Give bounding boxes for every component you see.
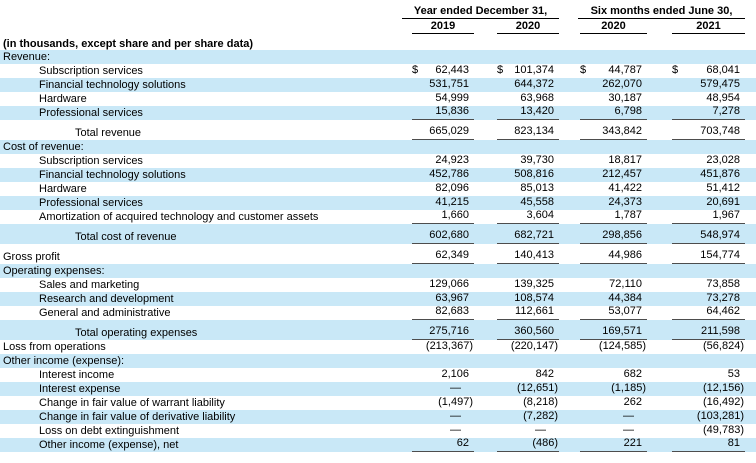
row-label: Gross profit: [3, 251, 60, 263]
cell-value: —: [623, 424, 634, 436]
row-label: Professional services: [39, 197, 143, 209]
value-cell-col3: [559, 210, 647, 224]
cell-value: 275,716: [429, 325, 469, 337]
value-cell-col2: [474, 382, 559, 396]
value-cell-col2: [474, 320, 559, 340]
cell-value: (213,367): [425, 340, 473, 352]
value-cell-col4: [647, 410, 745, 424]
row-label: Other income (expense), net: [39, 439, 179, 451]
table-row: [0, 424, 756, 438]
value-cell-col2: [474, 292, 559, 306]
row-label: Other income (expense):: [3, 355, 125, 367]
value-cell-col4: [647, 244, 745, 264]
table-row: [0, 154, 756, 168]
value-cell-col4: [647, 340, 745, 354]
value-cell-col2: [474, 210, 559, 224]
cell-value: 112,661: [515, 305, 554, 317]
value-cell-col4: [647, 120, 745, 140]
cell-value: 221: [623, 437, 642, 449]
cell-value: 2,106: [441, 368, 469, 380]
cell-value: 682,721: [514, 229, 554, 241]
value-cell-col2: [474, 410, 559, 424]
value-cell-col3: [559, 224, 647, 244]
cell-value: (103,281): [696, 410, 744, 422]
value-cell-col3: [559, 438, 647, 452]
value-cell-col1: [390, 182, 474, 196]
table-row: [0, 320, 756, 340]
value-cell-col2: [474, 278, 559, 292]
label-column-spacer: [0, 19, 390, 34]
cell-value: 53,077: [608, 305, 642, 317]
row-label: Change in fair value of warrant liability: [39, 397, 225, 409]
cell-value: —: [450, 410, 461, 422]
value-cell-col2: [474, 224, 559, 244]
row-label: Total cost of revenue: [75, 231, 177, 243]
column-group-row: [0, 3, 756, 19]
cell-value: 169,571: [602, 325, 642, 337]
cell-value: 23,028: [706, 154, 740, 166]
cell-value: 508,816: [514, 168, 554, 180]
section-row: [0, 264, 756, 278]
cell-value: 30,187: [608, 92, 642, 104]
cell-value: 15,836: [435, 105, 469, 117]
cell-value: 45,558: [520, 196, 554, 208]
value-cell-col4: [647, 64, 745, 78]
value-cell-col1: [390, 382, 474, 396]
year-header-row: [0, 19, 756, 34]
cell-value: 20,691: [706, 196, 740, 208]
value-cell-col1: [390, 306, 474, 320]
cell-value: —: [623, 410, 634, 422]
value-cell-col4: [647, 396, 745, 410]
year-column-2020-six-months: 2020: [559, 19, 647, 34]
cell-value: 262: [623, 396, 642, 408]
cell-value: (16,492): [703, 396, 744, 408]
value-cell-col3: [559, 320, 647, 340]
cell-value: 44,384: [608, 292, 642, 304]
cell-value: 682: [623, 368, 642, 380]
cell-value: 139,325: [514, 278, 554, 290]
value-cell-col2: [474, 424, 559, 438]
value-cell-col4: [647, 424, 745, 438]
section-row: [0, 140, 756, 154]
cell-value: 68,041: [706, 64, 740, 76]
row-label: Subscription services: [39, 155, 143, 167]
value-cell-col4: [647, 78, 745, 92]
cell-value: 211,598: [701, 325, 740, 337]
cell-value: 73,858: [706, 278, 740, 290]
cell-value: (7,282): [523, 410, 558, 422]
cell-value: 1,967: [712, 209, 740, 221]
label-column-spacer: [0, 3, 390, 19]
value-cell-col2: [474, 306, 559, 320]
row-label: Subscription services: [39, 65, 143, 77]
units-note: (in thousands, except share and per share data): [3, 38, 254, 50]
table-row: [0, 106, 756, 120]
value-cell-col1: [390, 196, 474, 210]
value-cell-col3: [559, 340, 647, 354]
cell-value: 24,923: [435, 154, 469, 166]
row-label: Cost of revenue:: [3, 141, 84, 153]
value-cell-col4: [647, 278, 745, 292]
cell-value: 44,787: [608, 64, 642, 76]
cell-value: 1,787: [614, 209, 642, 221]
table-row: [0, 78, 756, 92]
value-cell-col4: [647, 92, 745, 106]
value-cell-col3: [559, 120, 647, 140]
row-label: Total revenue: [75, 127, 142, 139]
value-cell-col3: [559, 396, 647, 410]
cell-value: (12,651): [517, 382, 558, 394]
table-row: [0, 182, 756, 196]
row-label: Research and development: [39, 293, 174, 305]
cell-value: 154,774: [700, 249, 740, 261]
col-group-year-ended: [390, 3, 559, 19]
value-cell-col3: [559, 410, 647, 424]
value-cell-col3: [559, 278, 647, 292]
cell-value: 62,443: [435, 64, 469, 76]
row-label: Total operating expenses: [75, 327, 198, 339]
dollar-sign: $: [412, 64, 419, 76]
cell-value: 842: [535, 368, 554, 380]
row-label: Financial technology solutions: [39, 169, 186, 181]
value-cell-col2: [474, 168, 559, 182]
cell-value: 72,110: [609, 278, 642, 290]
value-cell-col1: [390, 410, 474, 424]
table-row: [0, 64, 756, 78]
section-row: [0, 354, 756, 368]
cell-value: 298,856: [602, 229, 642, 241]
cell-value: 63,967: [435, 292, 469, 304]
col-group-six-months-label: Six months ended June 30,: [578, 5, 745, 19]
dollar-sign: $: [497, 64, 504, 76]
value-cell-col4: [647, 210, 745, 224]
value-cell-col3: [559, 244, 647, 264]
value-cell-col1: [390, 292, 474, 306]
cell-value: 39,730: [520, 154, 554, 166]
cell-value: 140,413: [514, 249, 554, 261]
cell-value: 73,278: [706, 292, 740, 304]
cell-value: (1,185): [611, 382, 646, 394]
table-row: [0, 244, 756, 264]
value-cell-col4: [647, 168, 745, 182]
value-cell-col1: [390, 438, 474, 452]
value-cell-col4: [647, 106, 745, 120]
value-cell-col1: [390, 396, 474, 410]
cell-value: 24,373: [608, 196, 642, 208]
value-cell-col3: [559, 424, 647, 438]
cell-value: 703,748: [700, 125, 740, 137]
value-cell-col2: [474, 244, 559, 264]
table-header: [0, 3, 756, 50]
cell-value: 44,986: [608, 249, 642, 261]
value-cell-col2: [474, 368, 559, 382]
value-cell-col2: [474, 64, 559, 78]
value-cell-col2: [474, 438, 559, 452]
value-cell-col1: [390, 154, 474, 168]
value-cell-col3: [559, 106, 647, 120]
value-cell-col2: [474, 196, 559, 210]
cell-value: 108,574: [514, 292, 554, 304]
cell-value: 129,066: [429, 278, 469, 290]
value-cell-col1: [390, 168, 474, 182]
cell-value: (124,585): [598, 340, 646, 352]
row-label: Hardware: [39, 93, 87, 105]
value-cell-col3: [559, 78, 647, 92]
value-cell-col4: [647, 224, 745, 244]
value-cell-col1: [390, 78, 474, 92]
table-row: [0, 224, 756, 244]
value-cell-col3: [559, 306, 647, 320]
row-label: Amortization of acquired technology and customer assets: [39, 211, 319, 223]
value-cell-col4: [647, 382, 745, 396]
table-row: [0, 120, 756, 140]
cell-value: 343,842: [602, 125, 642, 137]
value-cell-col3: [559, 182, 647, 196]
row-label: Interest income: [39, 369, 115, 381]
value-cell-col3: [559, 154, 647, 168]
cell-value: 212,457: [602, 168, 642, 180]
cell-value: (220,147): [510, 340, 558, 352]
value-cell-col3: [559, 92, 647, 106]
cell-value: 531,751: [429, 78, 469, 90]
value-cell-col1: [390, 340, 474, 354]
value-cell-col3: [559, 292, 647, 306]
cell-value: 579,475: [700, 78, 740, 90]
value-cell-col1: [390, 120, 474, 140]
year-column-2020: 2020: [474, 19, 559, 34]
cell-value: 41,215: [435, 196, 469, 208]
value-cell-col2: [474, 120, 559, 140]
cell-value: 451,876: [700, 168, 740, 180]
row-label: General and administrative: [39, 307, 171, 319]
cell-value: 63,968: [520, 92, 554, 104]
table-row: [0, 340, 756, 354]
row-label: Financial technology solutions: [39, 79, 186, 91]
cell-value: 85,013: [520, 182, 554, 194]
cell-value: 81: [727, 437, 740, 449]
cell-value: (8,218): [523, 396, 558, 408]
col-group-year-ended-label: Year ended December 31,: [402, 5, 559, 19]
cell-value: 1,660: [441, 209, 469, 221]
value-cell-col4: [647, 182, 745, 196]
cell-value: 7,278: [712, 105, 740, 117]
section-row: [0, 50, 756, 64]
cell-value: 13,420: [520, 105, 554, 117]
value-cell-col1: [390, 92, 474, 106]
cell-value: 62,349: [435, 249, 469, 261]
dollar-sign: $: [580, 64, 587, 76]
cell-value: 82,096: [435, 182, 469, 194]
col-group-six-months: [559, 3, 745, 19]
value-cell-col4: [647, 292, 745, 306]
dollar-sign: $: [672, 64, 679, 76]
value-cell-col1: [390, 64, 474, 78]
cell-value: 51,412: [706, 182, 740, 194]
value-cell-col2: [474, 92, 559, 106]
value-cell-col1: [390, 424, 474, 438]
cell-value: 452,786: [429, 168, 469, 180]
value-cell-col3: [559, 368, 647, 382]
table-row: [0, 410, 756, 424]
value-cell-col4: [647, 196, 745, 210]
cell-value: (12,156): [703, 382, 744, 394]
year-column-2021: 2021: [647, 19, 745, 34]
cell-value: 62: [456, 437, 469, 449]
cell-value: 644,372: [514, 78, 554, 90]
row-label: Hardware: [39, 183, 87, 195]
table-row: [0, 278, 756, 292]
table-row: [0, 168, 756, 182]
table-row: [0, 306, 756, 320]
value-cell-col2: [474, 340, 559, 354]
value-cell-col4: [647, 438, 745, 452]
row-label: Professional services: [39, 107, 143, 119]
value-cell-col1: [390, 278, 474, 292]
value-cell-col2: [474, 78, 559, 92]
value-cell-col3: [559, 196, 647, 210]
cell-value: 262,070: [602, 78, 642, 90]
table-row: [0, 396, 756, 410]
cell-value: 82,683: [435, 305, 469, 317]
value-cell-col3: [559, 168, 647, 182]
table-row: [0, 92, 756, 106]
row-label: Sales and marketing: [39, 279, 140, 291]
table-row: [0, 210, 756, 224]
cell-value: —: [535, 424, 546, 436]
row-label: Interest expense: [39, 383, 121, 395]
row-label: Loss from operations: [3, 341, 106, 353]
cell-value: 548,974: [700, 229, 740, 241]
cell-value: 3,604: [526, 209, 554, 221]
cell-value: 64,462: [706, 305, 740, 317]
value-cell-col2: [474, 182, 559, 196]
cell-value: 360,560: [514, 325, 554, 337]
value-cell-col2: [474, 154, 559, 168]
cell-value: —: [450, 382, 461, 394]
value-cell-col2: [474, 106, 559, 120]
value-cell-col1: [390, 368, 474, 382]
cell-value: 53: [727, 368, 740, 380]
value-cell-col4: [647, 154, 745, 168]
cell-value: 823,134: [514, 125, 554, 137]
row-label: Operating expenses:: [3, 265, 105, 277]
value-cell-col4: [647, 368, 745, 382]
value-cell-col1: [390, 320, 474, 340]
cell-value: 54,999: [435, 92, 469, 104]
cell-value: (56,824): [703, 340, 744, 352]
cell-value: 18,817: [608, 154, 642, 166]
cell-value: 665,029: [429, 125, 469, 137]
value-cell-col1: [390, 210, 474, 224]
cell-value: 6,798: [614, 105, 642, 117]
value-cell-col3: [559, 382, 647, 396]
value-cell-col1: [390, 244, 474, 264]
year-column-2019: 2019: [390, 19, 474, 34]
row-label: Revenue:: [3, 51, 51, 63]
cell-value: 48,954: [706, 92, 740, 104]
value-cell-col4: [647, 306, 745, 320]
cell-value: 602,680: [429, 229, 469, 241]
cell-value: 41,422: [608, 182, 642, 194]
value-cell-col1: [390, 224, 474, 244]
value-cell-col3: [559, 64, 647, 78]
cell-value: 101,374: [514, 64, 554, 76]
table-row: [0, 292, 756, 306]
table-row: [0, 368, 756, 382]
table-row: [0, 196, 756, 210]
table-row: [0, 438, 756, 452]
cell-value: —: [450, 424, 461, 436]
row-label: Loss on debt extinguishment: [39, 425, 180, 437]
table-row: [0, 382, 756, 396]
cell-value: (1,497): [438, 396, 473, 408]
value-cell-col1: [390, 106, 474, 120]
value-cell-col4: [647, 320, 745, 340]
table-body: [0, 50, 756, 452]
cell-value: (486): [532, 437, 558, 449]
cell-value: (49,783): [703, 424, 744, 436]
value-cell-col2: [474, 396, 559, 410]
row-label: Change in fair value of derivative liability: [39, 411, 236, 423]
